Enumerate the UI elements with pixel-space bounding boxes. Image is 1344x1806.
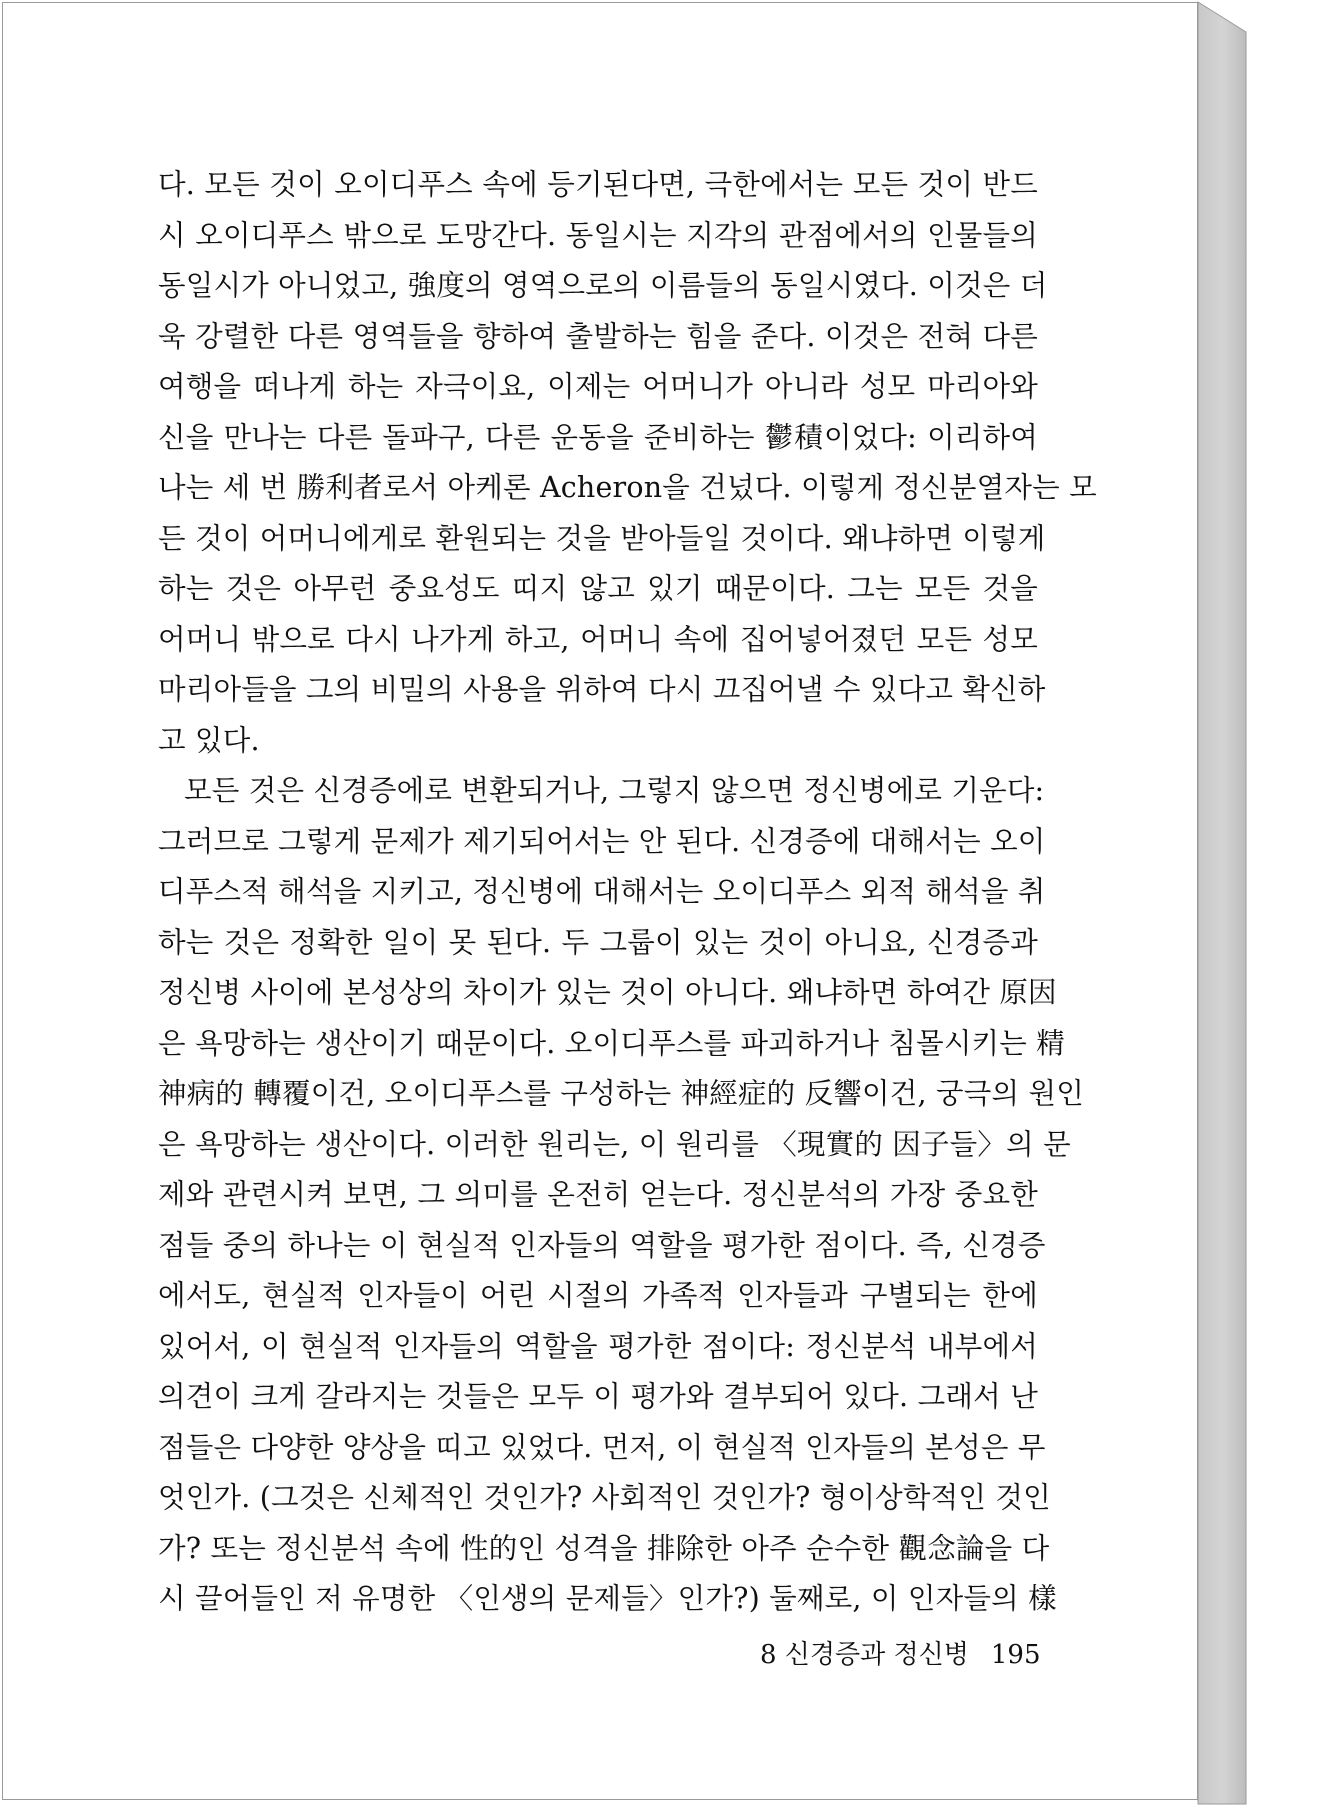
text-line: 신을 만나는 다른 돌파구, 다른 운동을 준비하는 鬱積이었다: 이리하여 xyxy=(158,420,1038,454)
text-line: 그러므로 그렇게 문제가 제기되어서는 안 된다. 신경증에 대해서는 오이 xyxy=(158,824,1046,858)
text-line: 하는 것은 정확한 일이 못 된다. 두 그룹이 있는 것이 아니요, 신경증과 xyxy=(158,925,1038,959)
text-line: 가? 또는 정신분석 속에 性的인 성격을 排除한 아주 순수한 觀念論을 다 xyxy=(158,1531,1050,1565)
text-line: 고 있다. xyxy=(158,723,260,757)
text-line: 에서도, 현실적 인자들이 어린 시절의 가족적 인자들과 구별되는 한에 xyxy=(158,1279,1038,1312)
page-number: 195 xyxy=(990,1640,1041,1670)
text-line: 여행을 떠나게 하는 자극이요, 이제는 어머니가 아니라 성모 마리아와 xyxy=(158,370,1038,403)
paragraph xyxy=(158,160,1097,766)
text-line: 마리아들을 그의 비밀의 사용을 위하여 다시 끄집어낼 수 있다고 확신하 xyxy=(158,673,1046,706)
text-line: 디푸스적 해석을 지키고, 정신병에 대해서는 오이디푸스 외적 해석을 취 xyxy=(158,875,1046,908)
text-line: 의견이 크게 갈라지는 것들은 모두 이 평가와 결부되어 있다. 그래서 난 xyxy=(158,1380,1038,1413)
text-line: 점들 중의 하나는 이 현실적 인자들의 역할을 평가한 점이다. 즉, 신경증 xyxy=(158,1228,1046,1262)
text-line: 어머니 밖으로 다시 나가게 하고, 어머니 속에 집어넣어졌던 모든 성모 xyxy=(158,622,1038,656)
text-line: 엇인가. (그것은 신체적인 것인가? 사회적인 것인가? 형이상학적인 것인 xyxy=(158,1481,1051,1514)
text-line: 은 욕망하는 생산이기 때문이다. 오이디푸스를 파괴하거나 침몰시키는 精 xyxy=(158,1026,1065,1060)
text-line: 神病的 轉覆이건, 오이디푸스를 구성하는 神經症的 反響이건, 궁극의 원인 xyxy=(158,1077,1084,1110)
text-line: 하는 것은 아무런 중요성도 띠지 않고 있기 때문이다. 그는 모든 것을 xyxy=(158,572,1038,605)
text-line: 나는 세 번 勝利者로서 아케론 Acheron을 건넜다. 이렇게 정신분열자는 모 xyxy=(158,471,1097,504)
text-line: 점들은 다양한 양상을 띠고 있었다. 먼저, 이 현실적 인자들의 본성은 무 xyxy=(158,1430,1046,1464)
text-line: 은 욕망하는 생산이다. 이러한 원리는, 이 원리를 〈現實的 因子들〉의 문 xyxy=(158,1127,1071,1161)
text-line: 있어서, 이 현실적 인자들의 역할을 평가한 점이다: 정신분석 내부에서 xyxy=(158,1329,1038,1363)
text-line: 다. 모든 것이 오이디푸스 속에 등기된다면, 극한에서는 모든 것이 반드 xyxy=(158,168,1038,201)
text-line: 모든 것은 신경증에로 변환되거나, 그렇지 않으면 정신병에로 기운다: xyxy=(184,774,1045,807)
text-line: 동일시가 아니었고, 強度의 영역으로의 이름들의 동일시였다. 이것은 더 xyxy=(158,269,1048,302)
paragraph xyxy=(158,766,1084,1625)
body-text xyxy=(158,160,1097,1625)
text-line: 정신병 사이에 본성상의 차이가 있는 것이 아니다. 왜냐하면 하여간 原因 xyxy=(158,976,1057,1009)
text-line: 든 것이 어머니에게로 환원되는 것을 받아들일 것이다. 왜냐하면 이렇게 xyxy=(158,521,1046,555)
text-line: 시 끌어들인 저 유명한 〈인생의 문제들〉인가?) 둘째로, 이 인자들의 樣 xyxy=(158,1582,1057,1615)
chapter-title: 8 신경증과 정신병 xyxy=(760,1640,969,1670)
page-footer xyxy=(760,1634,1041,1671)
text-line: 욱 강렬한 다른 영역들을 향하여 출발하는 힘을 준다. 이것은 전혀 다른 xyxy=(158,319,1038,353)
text-line: 제와 관련시켜 보면, 그 의미를 온전히 얻는다. 정신분석의 가장 중요한 xyxy=(158,1178,1038,1211)
text-line: 시 오이디푸스 밖으로 도망간다. 동일시는 지각의 관점에서의 인물들의 xyxy=(158,218,1038,252)
